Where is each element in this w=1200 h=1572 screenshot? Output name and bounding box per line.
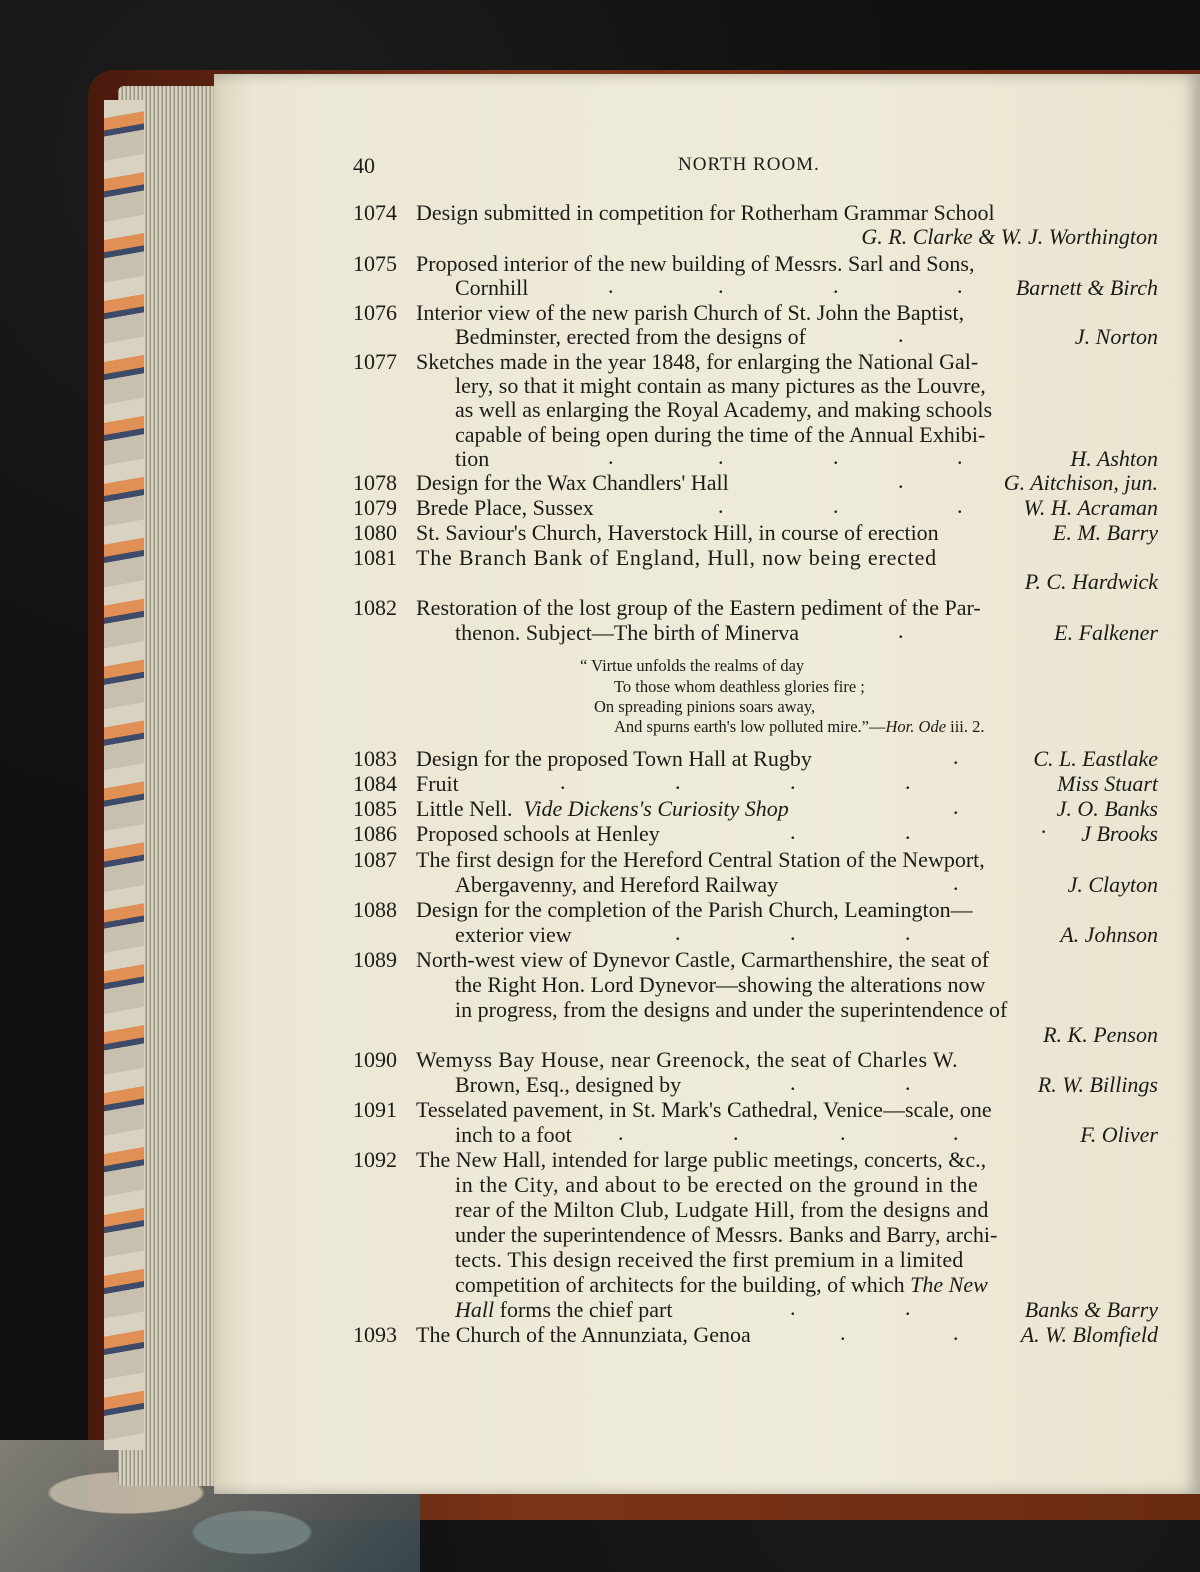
leader-dot: . [790, 1070, 796, 1095]
leader-dot: . [790, 769, 796, 794]
entry-line: The Church of the Annunziata, Genoa [416, 1322, 751, 1347]
entry-citation: Vide Dickens's Curiosity Shop [523, 796, 789, 821]
leader-dot: . [905, 819, 911, 844]
entry-line: Bedminster, erected from the designs of [455, 324, 807, 349]
entry-number: 1093 [353, 1322, 397, 1347]
leader-dot: . [733, 1120, 739, 1145]
leader-dot: . [953, 1320, 959, 1345]
leader-dot: . [675, 920, 681, 945]
entry-number: 1076 [353, 300, 397, 325]
entry-line: Design submitted in competition for Rotherham Grammar School [416, 200, 995, 225]
entry-number: 1082 [353, 595, 397, 620]
leader-dot: . [790, 920, 796, 945]
leader-dot: . [953, 744, 959, 769]
entry-line: lery, so that it might contain as many pictures as the Louvre, [455, 373, 986, 398]
entry-line: Proposed interior of the new building of Messrs. Sarl and Sons, [416, 251, 975, 276]
leader-dot: . [905, 1070, 911, 1095]
entry-line: the Right Hon. Lord Dynevor—showing the alterations now [455, 972, 986, 997]
leader-dot: . [560, 769, 566, 794]
entry-number: 1090 [353, 1047, 397, 1072]
entry-line: rear of the Milton Club, Ludgate Hill, from the designs and [455, 1197, 989, 1222]
entry-number: 1084 [353, 771, 397, 796]
entry-line [455, 1297, 673, 1322]
leader-dot: . [833, 493, 839, 518]
entry-line: as well as enlarging the Royal Academy, and making schools [455, 397, 993, 422]
leader-dot: . [905, 769, 911, 794]
entry-number: 1089 [353, 947, 397, 972]
quote-line: On spreading pinions soars away, [594, 697, 816, 716]
entry-line: Brede Place, Sussex [416, 495, 594, 520]
entry-line: thenon. Subject—The birth of Minerva [455, 620, 799, 645]
entry-line: in the City, and about to be erected on the ground in the [455, 1172, 979, 1197]
entry-line: Fruit [416, 771, 459, 796]
leader-dot: . [957, 273, 963, 298]
entry-number: 1077 [353, 349, 397, 374]
entry-line: Design for the completion of the Parish Church, Leamington— [416, 897, 973, 922]
entry-line: St. Saviour's Church, Haverstock Hill, in course of erection [416, 520, 939, 545]
entry-author: Banks & Barry [1024, 1297, 1158, 1322]
leader-dot: . [718, 493, 724, 518]
leader-dot: . [957, 444, 963, 469]
leader-dot: . [790, 1295, 796, 1320]
entry-number: 1087 [353, 847, 397, 872]
entry-author: C. L. Eastlake [1033, 746, 1158, 771]
leader-dot: . [675, 769, 681, 794]
entry-line: exterior view [455, 922, 572, 947]
entry-text: competition of architects for the building, of which [455, 1272, 905, 1297]
leader-dot: . [953, 794, 959, 819]
leader-dot: . [905, 1295, 911, 1320]
entry-author: J Brooks [1081, 821, 1158, 846]
entry-title-italic: Hall [455, 1297, 495, 1322]
leader-dot: . [898, 618, 904, 643]
entry-line: Sketches made in the year 1848, for enlarging the National Gal- [416, 349, 979, 374]
entry-line: in progress, from the designs and under the superintendence of [455, 997, 1008, 1022]
entry-line: tects. This design received the first premium in a limited [455, 1247, 964, 1272]
entry-number: 1086 [353, 821, 397, 846]
quote-source: Hor. Ode [885, 717, 947, 736]
entry-line: Brown, Esq., designed by [455, 1072, 682, 1097]
leader-dot: . [840, 1120, 846, 1145]
quote-ref: iii. 2. [950, 717, 985, 736]
entry-line: Tesselated pavement, in St. Mark's Cathedral, Venice—scale, one [416, 1097, 992, 1122]
leader-dot: . [840, 1320, 846, 1345]
entry-author: E. M. Barry [1052, 520, 1158, 545]
leader-dot: . [898, 322, 904, 347]
entry-author: G. Aitchison, jun. [1003, 470, 1158, 495]
entry-number: 1074 [353, 200, 397, 225]
entry-author: H. Ashton [1070, 446, 1158, 471]
entry-author: Barnett & Birch [1015, 275, 1158, 300]
entry-author: G. R. Clarke & W. J. Worthington [861, 224, 1158, 249]
entry-title-italic: The New [910, 1272, 988, 1297]
leader-dot: . [718, 444, 724, 469]
entry-number: 1078 [353, 470, 397, 495]
leader-dot: . [957, 493, 963, 518]
entry-number: 1092 [353, 1147, 397, 1172]
entry-author: R. K. Penson [1043, 1022, 1158, 1047]
leader-dot: . [608, 273, 614, 298]
entry-number: 1083 [353, 746, 397, 771]
entry-author: A. W. Blomfield [1020, 1322, 1158, 1347]
entry-author: P. C. Hardwick [1024, 569, 1158, 594]
entry-number: 1075 [353, 251, 397, 276]
entry-number: 1091 [353, 1097, 397, 1122]
entry-author: A. Johnson [1060, 922, 1158, 947]
leader-dot: . [905, 920, 911, 945]
page-number: 40 [353, 153, 375, 178]
entry-line: Design for the proposed Town Hall at Rugby [416, 746, 812, 771]
marbled-endpaper [104, 100, 144, 1450]
entry-line: Restoration of the lost group of the Eastern pediment of the Par- [416, 595, 981, 620]
entry-author: R. W. Billings [1037, 1072, 1158, 1097]
leader-dot: . [718, 273, 724, 298]
entry-line: tion [455, 446, 490, 471]
entry-line: The first design for the Hereford Central Station of the Newport, [416, 847, 985, 872]
leader-dot: · [1040, 819, 1048, 844]
running-head: NORTH ROOM. [678, 154, 820, 175]
leader-dot: . [953, 1120, 959, 1145]
entry-line: The New Hall, intended for large public meetings, concerts, &c., [416, 1147, 987, 1172]
leader-dot: . [833, 273, 839, 298]
entry-author: J. Clayton [1067, 872, 1158, 897]
leader-dot: . [953, 870, 959, 895]
entry-line: Interior view of the new parish Church of St. John the Baptist, [416, 300, 965, 325]
entry-number: 1088 [353, 897, 397, 922]
entry-line: Cornhill [455, 275, 529, 300]
entry-author: Miss Stuart [1057, 771, 1158, 796]
entry-line: under the superintendence of Messrs. Banks and Barry, archi- [455, 1222, 998, 1247]
leader-dot: . [833, 444, 839, 469]
entry-line: Design for the Wax Chandlers' Hall [416, 470, 729, 495]
entry-author: J. Norton [1074, 324, 1158, 349]
entry-line [455, 1272, 988, 1297]
entry-number: 1081 [353, 545, 397, 570]
entry-line: Proposed schools at Henley [416, 821, 660, 846]
entry-line: Abergavenny, and Hereford Railway [455, 872, 779, 897]
leader-dot: . [898, 468, 904, 493]
entry-line: capable of being open during the time of the Annual Exhibi- [455, 422, 986, 447]
entry-author: E. Falkener [1054, 620, 1158, 645]
leader-dot: . [608, 444, 614, 469]
quote-line: To those whom deathless glories fire ; [614, 677, 865, 696]
entry-author: W. H. Acraman [1023, 495, 1158, 520]
entry-line [416, 796, 789, 821]
quote-line: “ Virtue unfolds the realms of day [580, 656, 805, 675]
quote-text: And spurns earth's low polluted mire.”— [614, 717, 886, 736]
entry-number: 1080 [353, 520, 397, 545]
entry-text: forms the chief part [499, 1297, 673, 1322]
quote-line [614, 717, 985, 737]
entry-line: The Branch Bank of England, Hull, now being erected [416, 545, 937, 570]
entry-number: 1085 [353, 796, 397, 821]
entry-number: 1079 [353, 495, 397, 520]
entry-line: North-west view of Dynevor Castle, Carmarthenshire, the seat of [416, 947, 990, 972]
leader-dot: . [790, 819, 796, 844]
entry-author: F. Oliver [1080, 1122, 1158, 1147]
entry-line: Wemyss Bay House, near Greenock, the seat of Charles W. [416, 1047, 958, 1072]
entry-author: J. O. Banks [1056, 796, 1158, 821]
entry-text: Little Nell. [416, 796, 513, 821]
leader-dot: . [618, 1120, 624, 1145]
entry-line: inch to a foot [455, 1122, 572, 1147]
